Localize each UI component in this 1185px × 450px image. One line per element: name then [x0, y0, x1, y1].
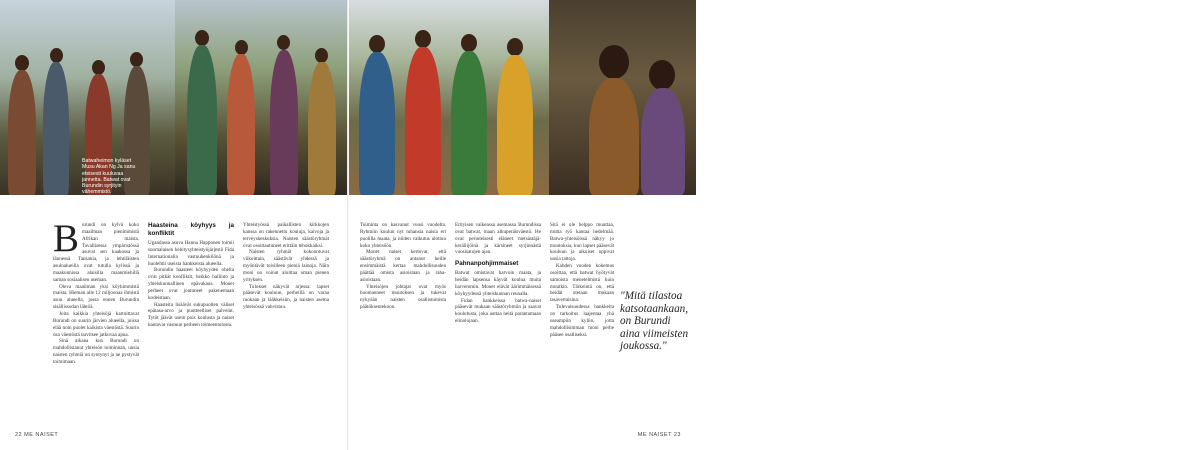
paragraph: Burundin haasteet köyhyyden ohella ovat pitkät konfliktit, heikko hallinto ja yhteiskunnallinen epävakaus. Monet perheet ovat joutuneet pakenemaan kodeistaan. — [148, 267, 234, 301]
paragraph: Haasteita lisäävät sukupuolten väliset epätasa-arvo ja puutteelliset palvelut. Tytöt jäävät usein pois koulusta ja naiset kantavat vastuun perheen toimeentulosta. — [148, 301, 234, 329]
paragraph: Toiminta on kasvanut vuosi vuodelta. Ryhmiin kuuluu nyt tuhansia naisia eri puolilla maata, ja niiden vaikutus ulottuu koko yhteisöön. — [360, 222, 446, 249]
photo-women-group — [349, 0, 549, 195]
paragraph: Joita kaikkia yhteisöjä kartoittavat Burundi on suurin järvien alueella, joissa elää noin puolet kaikista väestöstä. Suurin osa väestöstä tarvitsee jatkuvaa apua. — [53, 310, 139, 338]
photo-children — [549, 0, 1185, 195]
pull-quote: "Mitä tilastoa katsotaankaan, on Burundi aina viimeisten joukossa." — [620, 290, 689, 353]
paragraph: Tulokset näkyvät arjessa: lapset pääsevät kouluun, perheillä on varaa ruokaan ja lääkkeisiin, ja naisten asema yhteisössä vahvistuu. — [243, 283, 329, 311]
paragraph: Yhteisöjen johtajat ovat myös huomanneet muutoksen ja tukevat nykyään naisten osallistumista päätöksentekoon. — [360, 283, 446, 311]
article-column-2 — [148, 222, 234, 329]
paragraph: Tulevaisuudessa hankkeita on tarkoitus laajentaa yhä useampiin kyliin, jotta mahdollisimman moni perhe pääsee osalliseksi. — [550, 304, 614, 338]
paragraph: Sitä ei ole helppo muuttaa, mutta työ kantaa hedelmää. Batwa-yhteisöissä näkyy jo muutoksia, kun lapset pääsevät kouluun ja aikuiset oppivat uusia taitoja. — [550, 222, 614, 263]
article-column-3 — [243, 222, 329, 311]
paragraph: Monet naiset kertovat, että säästöryhmä on antanut heille ensimmäistä kertaa mahdollisuuden päättää omista asioistaan ja raha-asioistaan. — [360, 249, 446, 283]
drop-cap: B — [53, 217, 80, 260]
paragraph: Erityisen vaikeassa asemassa Burundissa ovat batwat, maan alkuperäisväestö. He ovat perinteisesti eläneet metsästäjä-keräilijöinä ja kärsineet syrjinnästä vuosisatojen ajan. — [455, 222, 541, 256]
article-column-5 — [455, 222, 541, 325]
section-heading: Haasteina köyhyys ja konfliktit — [148, 222, 234, 237]
photo-dancers — [175, 0, 347, 195]
photo-caption-right: Burundissa batwa-yhteisöt kouluttavat kyläläisiä hakemaan ja työllistämään uusia batwa-lapsia. Kuvassa batwa-lapset kunnostetaan kodittomaksi. — [1135, 130, 1185, 181]
article-column-4 — [360, 222, 446, 311]
photo-villagers-left — [0, 0, 175, 195]
paragraph: Ugandassa asuva Hanna Happonen toimii suomalaisen kehitysyhteistyöjärjestö Fida Internationalin vastuuhenkilönä ja huolehtii useista hankkeista alueella. — [148, 240, 234, 267]
paragraph: urundi on kylvä koko maailman pienimmistä Afrikan maista. Tavallisessa ympäristössä asuvat sen kaakossa ja lännessä Tansania, ja lehtiläisten asuinalueilla ovat tutulla kylissä ja maakunnissa alaisilla maanmiehillä saman sosiaalisen aseman. — [53, 222, 139, 283]
article-column-6 — [550, 222, 614, 338]
paragraph: Sinä aikana kun Burundi on mahdollistanut yhteisön toiminnan, uusia naisten ryhmiä on syntynyt ja ne pystyvät toimimaan. — [53, 338, 139, 365]
section-heading: Pahnanpohjimmaiset — [455, 260, 519, 268]
photo-caption-left: Batwaheimon kyläset Musu Akan Ng Ja sanu eteisesti kuuluvaa jannetta. Batwat ovat Burundin syrjityin vähemmistö. — [82, 158, 136, 196]
page-spine — [347, 0, 349, 450]
folio-left: 22 ME NAISET — [15, 432, 59, 438]
paragraph: Yhteistyössä paikallisten kirkkojen kanssa on rakennettu kouluja, kaivoja ja terveyskeskuksia. Naisten säästöryhmät ovat osoittautuneet erittäin tehokkaiksi. — [243, 222, 329, 249]
paragraph: Batwat omistavat harvoin maata, ja heidän lapsensa käyvät koulua muita harvemmin. Monet elävät äärimmäisessä köyhyydessä yhteiskunnan reunalla. — [455, 270, 541, 297]
paragraph: Kahden vuoden kokemus osoittaa, että batwat hyötyvät samoista menetelmistä kuin muutkin. Tärkeintä on, että heidät otetaan mukaan tasavertaisina. — [550, 263, 614, 304]
article-column-1 — [53, 217, 139, 366]
folio-right: ME NAISET 23 — [637, 432, 681, 438]
paragraph: Oleva maailman yksi köyhimmistä maista. Hieman alle 12 miljoonaa ihmistä asuu alueella, jossa ennen Burundin sisällissodan lähtöä. — [53, 283, 139, 311]
paragraph: Naisten ryhmät kokoontuvat viikoittain, säästävät yhdessä ja myöntävät toisilleen pieniä lainoja. Näin moni on voinut aloittaa oman pienen yrityksen. — [243, 249, 329, 283]
paragraph: Fidan hankkeissa batwa-naiset pääsevät mukaan säästöryhmiin ja saavat koulutusta, joka auttaa heitä parantamaan elinolojaan. — [455, 297, 541, 325]
